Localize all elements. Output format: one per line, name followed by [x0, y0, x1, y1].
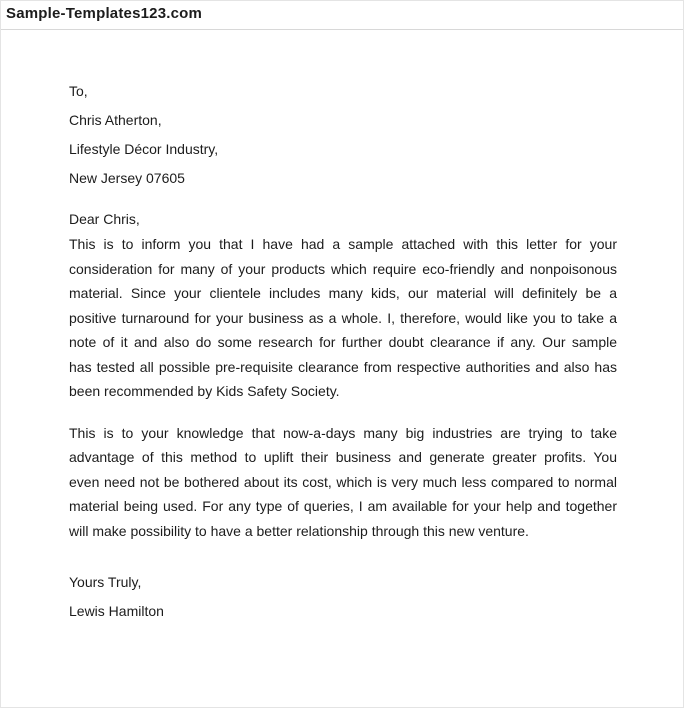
site-title: Sample-Templates123.com: [6, 5, 203, 22]
paragraph-line: has tested all possible pre-requisite clearance from respective authorities and also has: [69, 358, 617, 375]
letter-body: [1, 30, 683, 626]
paragraph-line: material being used. For any type of queries, I am available for your help and together: [69, 498, 617, 514]
closing-block: [69, 568, 615, 626]
recipient-line: Lifestyle Décor Industry,: [69, 141, 219, 157]
site-header: [1, 1, 683, 30]
recipient-block: [69, 77, 615, 193]
paragraph-line: advantage of this method to uplift their business and generate greater profits. You: [69, 449, 617, 465]
paragraph-line: even need not be bothered about its cost, which is very much less compared to normal: [69, 473, 617, 490]
recipient-line: Chris Atherton,: [69, 112, 162, 128]
paragraph-line: been recommended by Kids Safety Society.: [69, 383, 340, 399]
paragraph-line: This is to inform you that I have had a sample attached with this letter for your: [69, 236, 617, 252]
paragraph-1: [69, 232, 617, 404]
paragraph-line: consideration for many of your products which require eco-friendly and nonpoisonous: [69, 260, 617, 277]
closing: Yours Truly,: [69, 574, 142, 590]
paragraph-line: positive turnaround for your business as a whole. I, therefore, would like you to take a: [69, 309, 617, 326]
recipient-line: New Jersey 07605: [69, 170, 185, 186]
paragraph-line: will make possibility to have a better relationship through this new venture.: [69, 522, 529, 539]
paragraph-2: [69, 421, 617, 544]
signature: Lewis Hamilton: [69, 603, 164, 619]
recipient-line: To,: [69, 83, 88, 99]
paragraph-line: This is to your knowledge that now-a-days many big industries are trying to take: [69, 424, 617, 441]
paragraph-line: note of it and also do some research for further doubt clearance if any. Our sample: [69, 334, 617, 350]
paragraph-line: material. Since your clientele includes many kids, our material will definitely be a: [69, 285, 617, 301]
salutation: Dear Chris,: [69, 211, 140, 227]
